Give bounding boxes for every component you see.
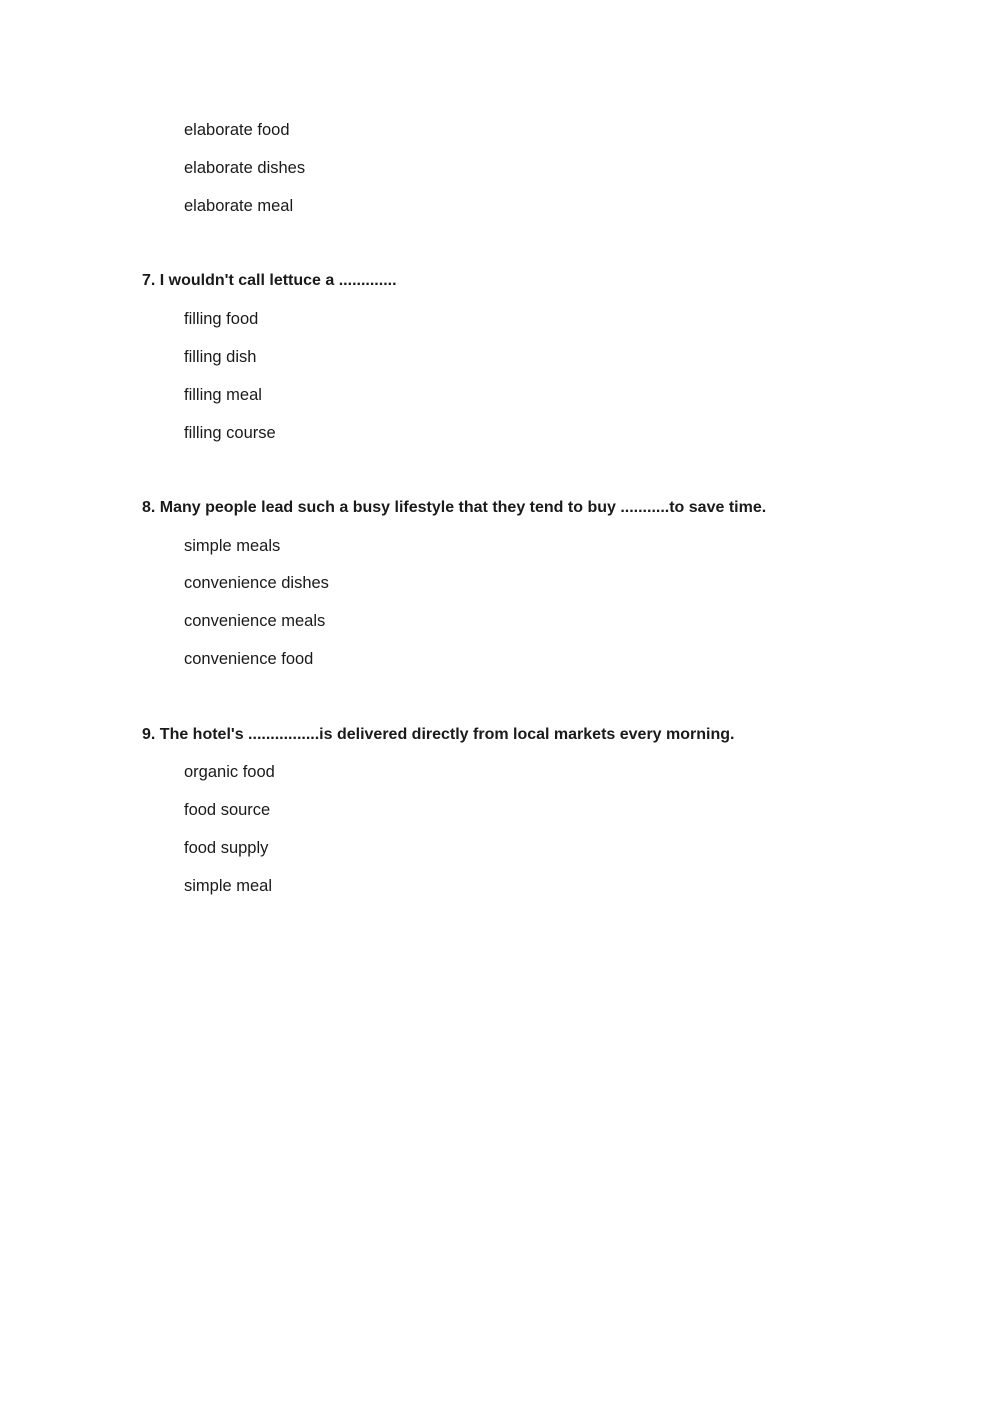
q9-option-4[interactable]: simple meal [184,877,273,895]
q8-option-2[interactable]: convenience dishes [184,574,329,592]
option-elaborate-meal[interactable]: elaborate meal [184,197,294,215]
option-elaborate-food[interactable]: elaborate food [184,121,290,139]
option-elaborate-dishes[interactable]: elaborate dishes [184,159,306,177]
q8-option-3[interactable]: convenience meals [184,612,326,630]
q9-option-3[interactable]: food supply [184,839,269,857]
q7-option-1[interactable]: filling food [184,310,259,328]
q9-option-2[interactable]: food source [184,801,271,819]
q7-option-2[interactable]: filling dish [184,348,257,366]
q8-option-4[interactable]: convenience food [184,650,314,668]
question-7: 7. I wouldn't call lettuce a ............. [142,272,397,289]
question-8: 8. Many people lead such a busy lifestyle that they tend to buy ...........to save time. [142,499,767,516]
q7-option-3[interactable]: filling meal [184,386,262,404]
q7-option-4[interactable]: filling course [184,424,276,442]
q9-option-1[interactable]: organic food [184,763,275,781]
question-9: 9. The hotel's ................is delivered directly from local markets every morning. [142,726,735,743]
q8-option-1[interactable]: simple meals [184,537,281,555]
